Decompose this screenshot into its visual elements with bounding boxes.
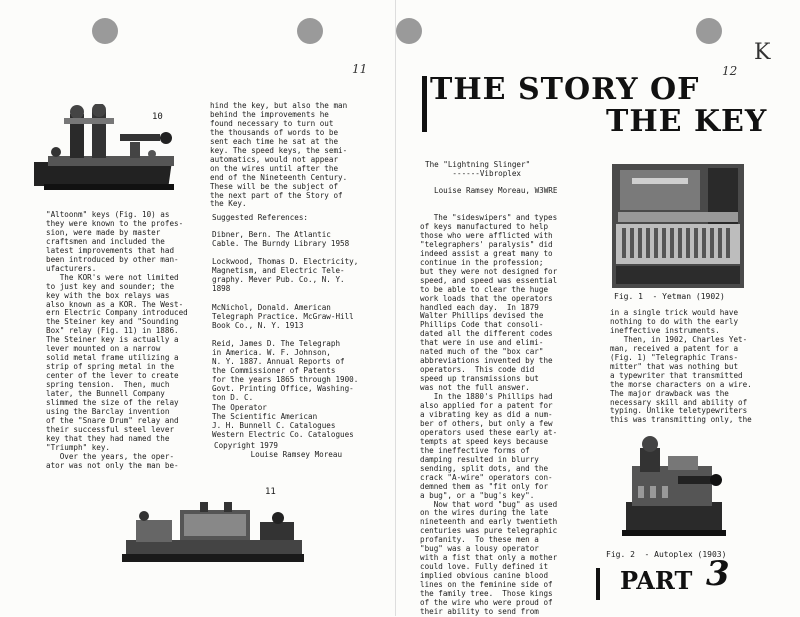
title-line-2: THE KEY [606,104,768,139]
part-bar [596,568,600,600]
figure-10-altoonm-key [34,104,186,199]
part-number: 3 [706,554,730,594]
right-column-1-text: The "sideswipers" and types of keys manufactured to help those who were afflicted with "telegraphers' paralysis" did indeed assist a great many to continue in the profession; but they were not designed for speed, and speed was essential to be able to clear the huge work loads that the operators handled each day. In 1879 Walter Phillips devised the Phillips Code that consoli- dated all the different codes that were in use and elimi- nated much of the "box car" abbreviations invented by the operators. This code did speed up transmissions but was not the full answer. In the 1880's Phillips had also applied for a patent for a vibrating key as did a num- ber of others, but only a few operators used these early at- tempts at speed keys because the ineffective forms of damping resulted in blurry sending, split dots, and the crack "A-wire" operators con- demned them as "fit only for a bug", or a "bug's key". Now that word "bug" as used on the wires during the late nineteenth and early twentieth centuries was pure telegraphic profanity. To these men a "bug" was a lousy operator with a fist that only a mother could love. Fully defined it implied obvious canine blood lines on the feminine side of the family tree. Those kings of the wire who were proud of their ability to send from [420,213,558,616]
left-page [0,0,396,616]
figure-1-yetman-transmitter [612,164,744,288]
binder-hole [92,18,118,44]
binder-hole [696,18,722,44]
binder-hole [396,18,422,44]
reference-item: Reid, James D. The Telegraph in America. W. F. Johnson, N. Y. 1887. Annual Reports of the Commissioner of Patents for the years 1865 through 1900. Govt. Printing Office, Washing- ton D. C. [212,339,359,402]
page-number: 12 [722,64,738,78]
page-number: 11 [352,62,368,76]
references-heading: Suggested References: [212,213,309,222]
corner-mark: K [754,40,771,65]
reference-item: McNichol, Donald. American Telegraph Practice. McGraw-Hill Book Co., N. Y. 1913 [212,303,354,330]
title-line-1: THE STORY OF [430,72,700,107]
figure-1-caption: Fig. 1 - Yetman (1902) [614,292,725,301]
figure-2-caption: Fig. 2 - Autoplex (1903) [606,550,727,559]
left-column-1-text: "Altoonm" keys (Fig. 10) as they were known to the profes- sion, were made by master craftsmen and included the latest improvements that had been introduced by other man- ufacturers. The KOR's were not limited to just key and sounder; the key with the box relays was also known as a KOR. The West- ern Electric Company introduced the Steiner key and "Sounding Box" relay (Fig. 11) in 1886. The Steiner key is actually a lever mounted on a narrow solid metal frame utilizing a strip of spring metal in the center of the lever to create spring tension. Then, much later, the Bunnell Company slimmed the size of the relay using the Barclay invention of the "Snare Drum" relay and their successful steel lever key that they had named the "Triumph" key. Over the years, the oper- ator was not only the man be- [46,210,188,470]
part-label: PART [620,566,693,595]
figure-2-autoplex [618,432,730,542]
article-subtitle: The "Lightning Slinger" ------Vibroplex [425,160,531,178]
binder-hole [297,18,323,44]
left-column-2-intro: hind the key, but also the man behind the improvements he found necessary to turn out the thousands of words to be sent each time he sat at the key. The speed keys, the semi- automatics, would not appear on the wires until after the end of the Nineteenth Century. These will be the subject of the next part of the Story of the Key. [210,101,348,209]
right-page [396,0,800,616]
title-bar [422,76,427,132]
figure-11-label: 11 [265,487,276,497]
reference-item: Dibner, Bern. The Atlantic Cable. The Burndy Library 1958 [212,230,350,248]
figure-11-steiner-key-relay [120,488,310,570]
article-author: Louise Ramsey Moreau, W3WRE [434,186,558,195]
reference-item: The Operator The Scientific American J. H. Bunnell C. Catalogues Western Electric Co. Catalogues [212,403,354,439]
reference-item: Lockwood, Thomas D. Electricity, Magnetism, and Electric Tele- graphy. Mever Pub. Co., N. Y. 1898 [212,257,359,293]
right-column-2-text: in a single trick would have nothing to do with the early ineffective instruments. Then, in 1902, Charles Yet- man, received a patent for a (Fig. 1) "Telegraphic Trans- mitter" that was nothing but a typewriter that transmitted the morse characters on a wire. The major drawback was the necessary skill and ability of typing. Unlike teletypewriters this was transmitting only, the [610,308,752,425]
copyright-notice: Copyright 1979 Louise Ramsey Moreau [214,441,343,459]
figure-10-label: 10 [152,112,163,122]
